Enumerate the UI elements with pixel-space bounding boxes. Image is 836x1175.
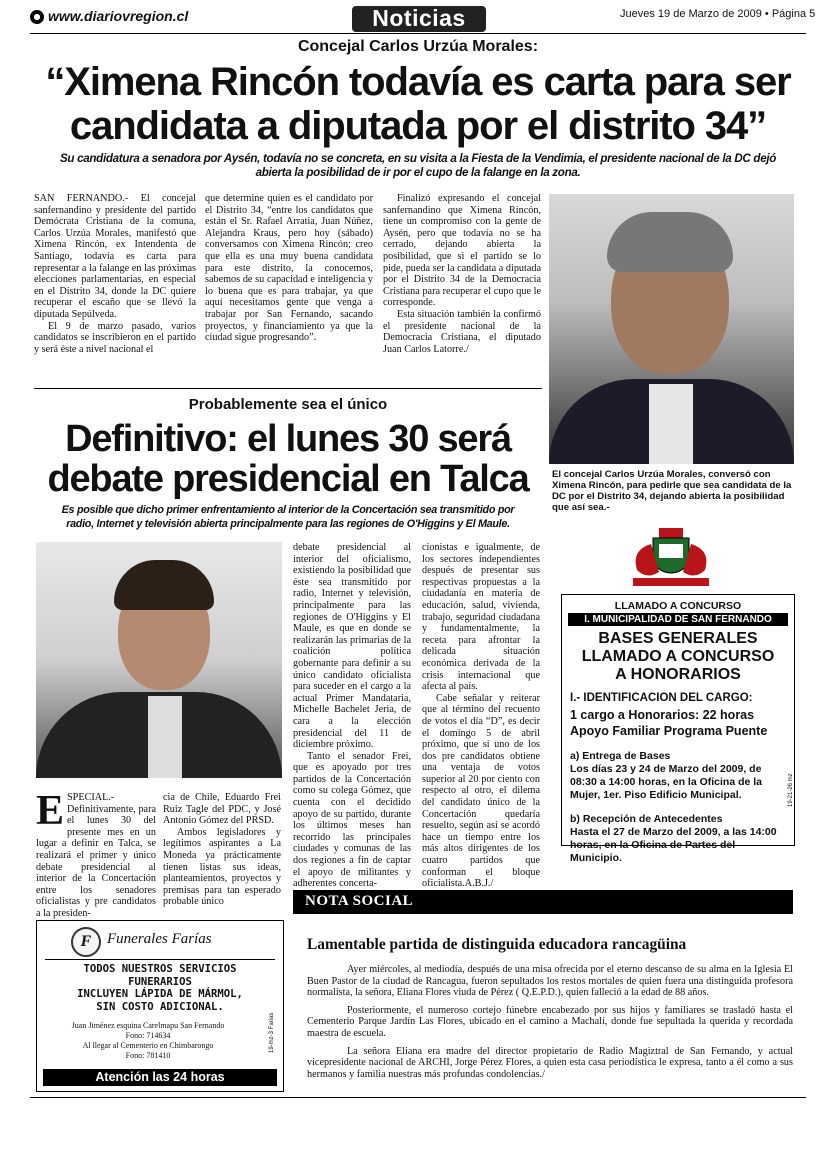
- ad-code: 19-21-26 mz: [788, 773, 794, 807]
- paragraph: que determine quien es el candidato por el Distrito 34, “entre los candidatos que están el Sr. Rafael Arratia, Juan Núñez, Alejandra Kraus, pero hoy (sábado) conversamos con Ximena Rincón; creo que ella es una muy buena candidata para este distrito, la conocemos, sabemos de su capacidad e inteligencia y lo buena que es para trabajar, ya que aquí necesitamos gente que venga a trabajar por San Fernando, sacando proyectos, y financiamiento ya que la ciudad sigue progresando”.: [205, 193, 373, 344]
- funeral-line-2: FUNERARIOS: [128, 975, 192, 988]
- drop-cap: E: [36, 788, 65, 834]
- paragraph: Ayer miércoles, al mediodía, después de una misa ofrecida por el eterno descanso de su alma en la Iglesia El Buen Pastor de la ciudad de Rancagua, fueron sepultados los restos mortales de quien fuera una distinguida profesora normalista, la señora, Eliana Flores viuda de Pérez ( Q.E.P.D.), quien falleció a la edad de 88 años.: [307, 964, 793, 999]
- funeral-code: 19-mz-3 Farias: [269, 1012, 275, 1053]
- funeral-brand: Funerales Farías: [107, 931, 212, 947]
- story2-deck-1: Es posible que dicho primer enfrentamiento al interior de la Concertación sea transmitido por: [61, 504, 515, 516]
- story2-deck-2: radio, Internet y televisión abierta principalmente para las regiones de O'Higgins y El Maule.: [66, 518, 510, 530]
- funeral-phone-2: Fono: 781410: [125, 1051, 171, 1060]
- story2-column-a: [36, 788, 156, 920]
- funeral-logo-icon: F: [71, 927, 101, 957]
- story2-column-b: [163, 792, 281, 908]
- ad-cargo-2: Apoyo Familiar Programa Puente: [570, 724, 768, 738]
- funeral-rule: [45, 959, 275, 960]
- ad-llamado: LLAMADO A CONCURSO: [614, 600, 742, 612]
- section-title: Noticias: [372, 5, 466, 31]
- funeral-message: [37, 963, 283, 1013]
- paragraph: Tanto el senador Frei, que es apoyado por tres partidos de la Concertación como su colega Gómez, que cuenta con el decidido apoyo de su partido, durante los últimos meses han recorrido las principales ciudades y comunas de las dos regiones a fin de captar el apoyo de militantes y adherentes concerta-: [293, 750, 411, 890]
- story1-column-2: [205, 193, 373, 344]
- nota-body: [307, 964, 793, 1080]
- story1-deck-2: abierta la posibilidad de ir por el cupo de la falange en la zona.: [255, 166, 581, 179]
- masthead: [30, 5, 816, 32]
- paragraph: SPECIAL.- Definitivamente, para el lunes 30 del presente mes en un lugar a definir en Talca, se realizará el primer y único debate presidencial al interior de la Concertación entre los senadores oficialistas y pre candidatos a la presiden-: [36, 792, 156, 919]
- ad-funerales: [36, 920, 284, 1092]
- ad-title-2: LLAMADO A CONCURSO: [581, 648, 775, 665]
- ad-title-1: BASES GENERALES: [598, 630, 758, 647]
- nota-social-label: NOTA SOCIAL: [305, 893, 414, 909]
- story1-headline-2: candidata a diputada por el distrito 34”: [69, 104, 767, 148]
- paragraph: cionistas e igualmente, de los sectores independientes después de presentar sus respectivas propuestas a la ciudadanía en materia de educación, salud, vivienda, trabajo, seguridad ciudadana y fundamentalmente, la receta para afrontar la delicada situación económica derivada de la crisis internacional que afecta al país.: [422, 542, 540, 693]
- story1-headline-1: “Ximena Rincón todavía es carta para ser: [45, 60, 791, 104]
- paragraph: Finalizó expresando el concejal sanfernandino que Ximena Rincón, tiene un compromiso con la gente de Aysén, pero que todavía no se ha cerrado, dejando abierta la posibilidad, que si el partido se lo pide, pueda ser la candidata a diputada por el Distrito 34 de la Democracia Cristiana para recuperar el cupo que le corresponde.: [383, 193, 541, 309]
- story2-column-c: [293, 542, 411, 890]
- story1-column-3: [383, 193, 541, 355]
- photo-frei: [36, 542, 282, 778]
- photo-caption-1: El concejal Carlos Urzúa Morales, conversó con Ximena Rincón, para pedirle que sea candidata de la DC por el Distrito 34, dejando abierta la posibilidad que así sea.-: [552, 469, 792, 513]
- nota-social-bar: [293, 890, 793, 914]
- photo-shirt: [148, 696, 182, 778]
- issue-date: Jueves 19 de Marzo de 2009 • Página 5: [620, 8, 816, 20]
- photo-hair: [114, 560, 214, 610]
- story2-headline-2: debate presidencial en Talca: [47, 458, 529, 500]
- story1-deck-1: Su candidatura a senadora por Aysén, todavía no se concreta, en su visita a la Fiesta de la Vendimia, el presidente nacional de la DC dejó: [59, 152, 777, 165]
- date-text: Jueves 19 de Marzo de 2009: [620, 8, 762, 20]
- ad-b-title: b) Recepción de Antecedentes: [570, 813, 723, 825]
- funeral-line-1: TODOS NUESTROS SERVICIOS: [83, 963, 237, 975]
- story2-headline-1: Definitivo: el lunes 30 será: [65, 418, 511, 460]
- paragraph: Cabe señalar y reiterar que al término del recuento de votos el día “D”, es decir el domingo 5 de abril próximo, que si uno de los dos pre candidatos obtiene una ventaja de votos superior al 20 por ciento con respecto al otro, el dilema del candidato único de la Concertación quedaría resuelto, según así se acordó hace un tiempo entre los más altos dirigentes de los cuatro partidos que conforman el bloque oficialista.A.B.J./: [422, 692, 540, 890]
- paragraph: debate presidencial al interior del oficialismo, existiendo la posibilidad que éste sea transmitido por radio, Internet y televisión, principalmente para las regiones de O'Higgins y El Maule, es que en donde se realizarán las primarias de la coalición política gobernante para definir a su único candidato oficialista para suceder en el cargo a la actual Primer Mandataria, Michelle Bachelet Jeria, de cara a la elección presidencial del 11 de diciembre próximo.: [293, 542, 411, 751]
- funeral-phone-1: Fono: 714634: [125, 1031, 171, 1040]
- paragraph: cia de Chile, Eduardo Frei Ruiz Tagle del PDC, y José Antonio Gómez del PRSD.: [163, 792, 281, 827]
- funeral-address-2: Al llegar al Cementerio en Chimbarongo: [82, 1041, 214, 1050]
- funeral-line-3: INCLUYEN LÁPIDA DE MÁRMOL,: [77, 988, 243, 1000]
- header-rule: [30, 33, 806, 34]
- funeral-line-4: SIN COSTO ADICIONAL.: [96, 1000, 224, 1013]
- story1-column-1: [34, 193, 196, 355]
- site-url[interactable]: www.diariovregion.cl: [48, 8, 189, 24]
- nota-headline: Lamentable partida de distinguida educadora rancagüina: [307, 936, 687, 953]
- funeral-footer: Atención las 24 horas: [43, 1069, 277, 1086]
- story2-kicker: Probablemente sea el único: [188, 396, 388, 413]
- ad-a-title: a) Entrega de Bases: [570, 750, 671, 762]
- logo-icon: [30, 10, 44, 24]
- ad-title-3: A HONORARIOS: [615, 666, 741, 683]
- ad-municipalidad: I. MUNICIPALIDAD DE SAN FERNANDO: [568, 613, 788, 626]
- ad-b-text: Hasta el 27 de Marzo del 2009, a las 14:00 horas, en la Oficina de Partes del Municipio.: [570, 826, 777, 864]
- paragraph: Ambos legisladores y legítimos aspirantes a La Moneda ya prácticamente tienen listas sus ideas, planteamientos, proyectos y premisas para tan esperado probable único: [163, 826, 281, 908]
- paragraph: La señora Eliana era madre del director propietario de Radio Magiztral de San Fernando, y actual vicepresidente nacional de ARCHI, Jorge Pérez Flores, a quien esta casa periodística le expresa, tanto a él como a sus hermanos y familia nuestras más profundas condolencias./: [307, 1045, 793, 1080]
- photo-shirt: [649, 384, 693, 464]
- story1-divider: [34, 388, 542, 389]
- ad-sec1: I.- IDENTIFICACION DEL CARGO:: [570, 692, 753, 704]
- municipal-crest-icon: [623, 526, 719, 590]
- paragraph: SAN FERNANDO.- El concejal sanfernandino y presidente del partido Demócrata Cristiana de la comuna, Carlos Urzúa Morales, manifestó que Ximena Rincón, ex Intendenta de Santiago, todavía es carta para representar a la falange en las próximas elecciones parlamentarias, en especial en el Distrito 34, donde la DC quiere recuperar el escaño que se llevó la diputada Sepúlveda.: [34, 193, 196, 320]
- funeral-address-1: Juan Jiménez esquina Carelmapu San Fernando: [71, 1021, 225, 1030]
- ad-cargo-1: 1 cargo a Honorarios: 22 horas: [570, 708, 755, 722]
- paragraph: Esta situación también la confirmó el presidente nacional de la Democracia Cristiana, el diputado Juan Carlos Latorre./: [383, 308, 541, 355]
- paragraph: El 9 de marzo pasado, varios candidatos se inscribieron en el partido y será éste a nivel nacional el: [34, 320, 196, 355]
- ad-concurso: [561, 594, 795, 864]
- footer-rule: [30, 1097, 806, 1098]
- ad-a-text: Los días 23 y 24 de Marzo del 2009, de 08:30 a 14:00 horas, en la Oficina de la Mujer, 1er. Piso Edificio Municipal.: [570, 763, 763, 801]
- photo-hair: [607, 212, 733, 272]
- paragraph: Posteriormente, el numeroso cortejo fúnebre encabezado por sus hijos y familiares se trasladó hasta el Cementerio Parque Jardín Las Flores, ubicado en el camino a Machalí, donde fue sepultada la querida y recordada maestra de escuela.: [307, 1004, 793, 1039]
- story2-column-d: [422, 542, 540, 890]
- page-number: Página 5: [771, 8, 816, 20]
- photo-carlos-urzua: [549, 194, 794, 464]
- story1-kicker: Concejal Carlos Urzúa Morales:: [297, 38, 539, 55]
